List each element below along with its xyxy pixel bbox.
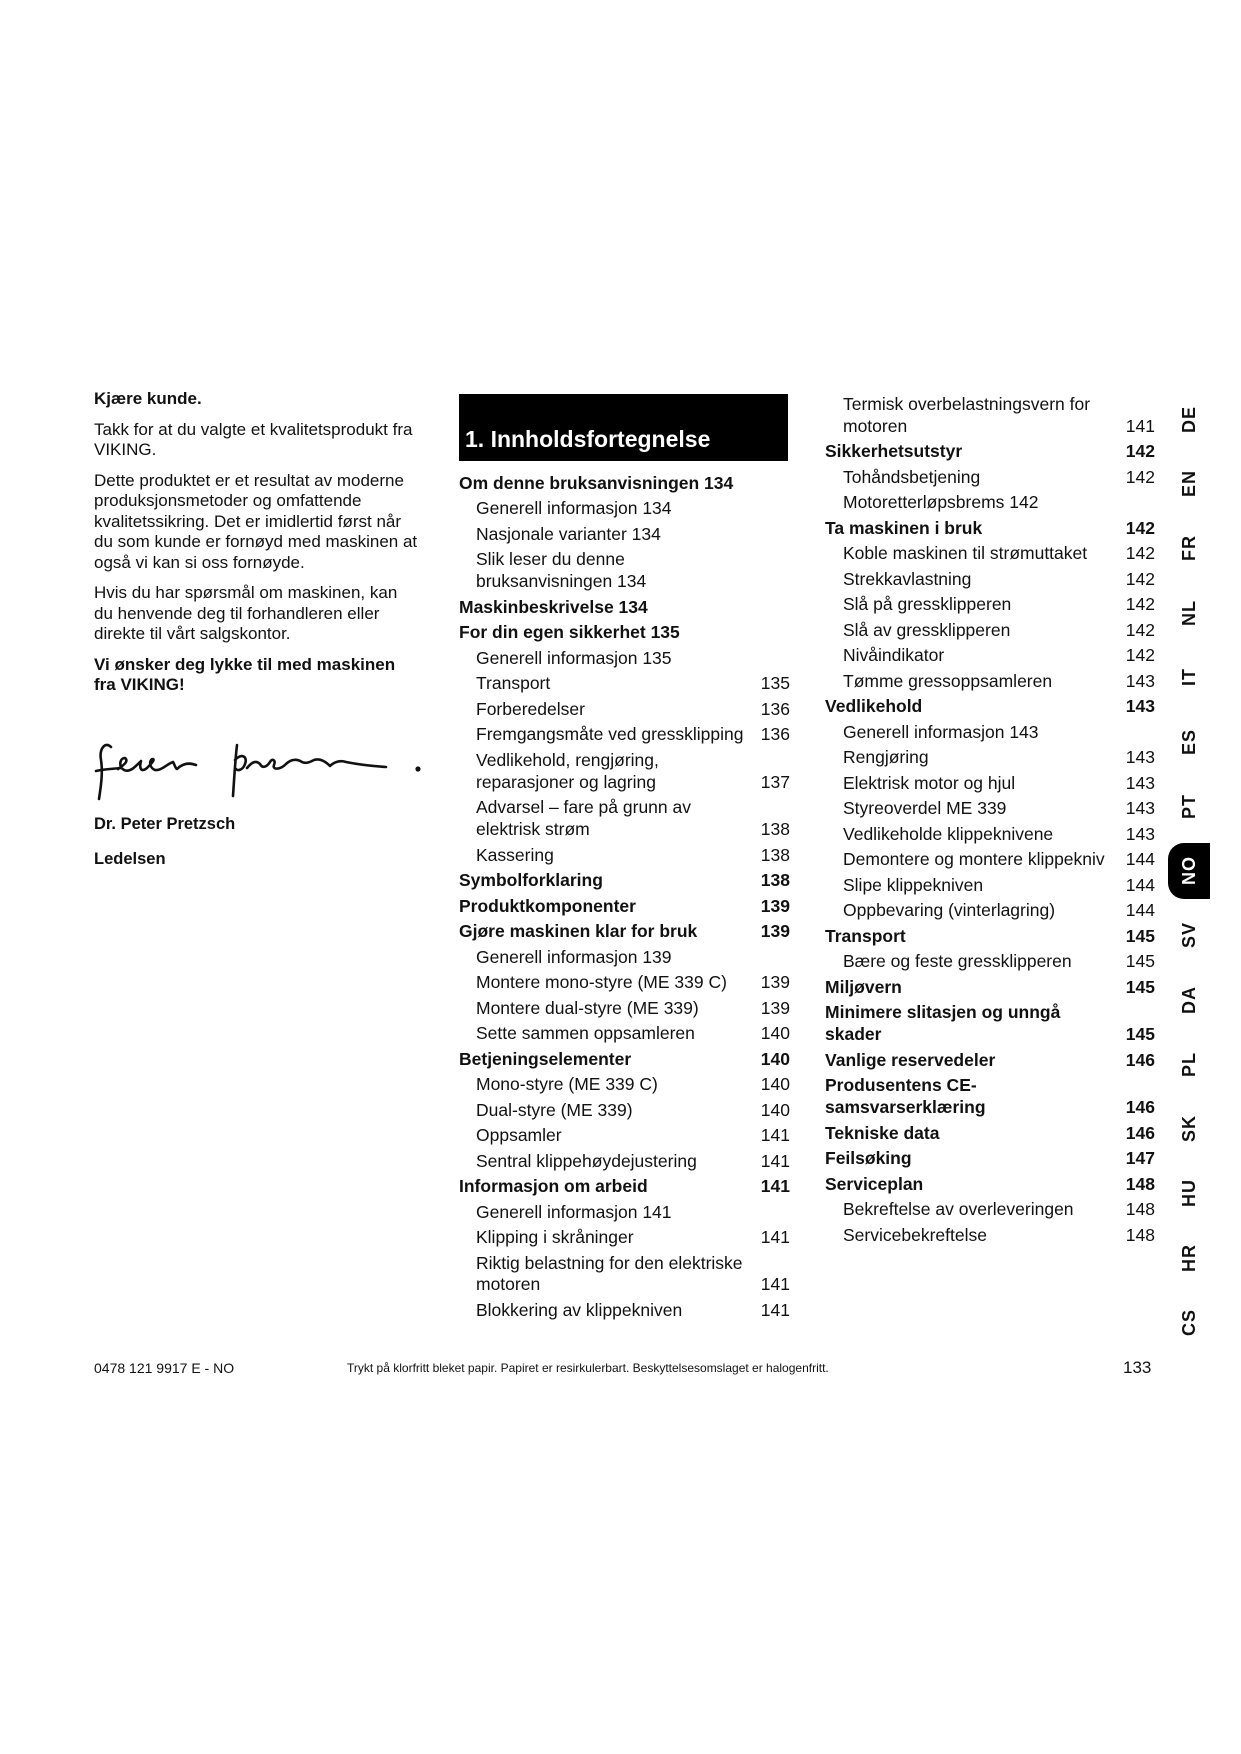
toc-entry-title: Sette sammen oppsamleren <box>476 1023 695 1044</box>
page-number: 133 <box>1123 1358 1152 1377</box>
toc-entry-page: 143 <box>1125 670 1155 691</box>
language-tab-pt <box>1168 774 1210 839</box>
toc-entry-title: Symbolforklaring <box>459 870 603 891</box>
language-tab-cs <box>1168 1290 1210 1355</box>
toc-subentry <box>825 1223 1155 1249</box>
language-code: DA <box>1179 985 1199 1014</box>
toc-entry-title: Maskinbeskrivelse 134 <box>459 596 648 617</box>
toc-entry-title: Om denne bruksanvisningen 134 <box>459 472 734 493</box>
signature-stroke <box>233 745 246 796</box>
language-code: SV <box>1179 922 1199 949</box>
toc-entry-page: 141 <box>1125 415 1155 436</box>
toc-entry-page: 139 <box>760 972 790 993</box>
toc-subentry <box>459 1072 790 1098</box>
toc-entry-title: Nivåindikator <box>843 645 945 666</box>
toc-entry-page: 142 <box>1125 543 1155 564</box>
toc-subentry <box>459 1123 790 1149</box>
toc-subentry <box>825 720 1155 746</box>
toc-subentry <box>825 898 1155 924</box>
toc-subentry <box>459 795 790 842</box>
toc-entry-title: For din egen sikkerhet 135 <box>459 622 680 643</box>
toc-entry-page: 141 <box>760 1150 790 1171</box>
toc-entry-title: Generell informasjon 141 <box>476 1201 672 1222</box>
toc-entry-title: Strekkavlastning <box>843 568 972 589</box>
toc-entry-title: Nasjonale varianter 134 <box>476 523 661 544</box>
toc-entry-page: 143 <box>1125 747 1155 768</box>
language-marker <box>1168 1294 1210 1350</box>
language-tab-de <box>1168 387 1210 452</box>
toc-subentry <box>825 643 1155 669</box>
language-marker <box>1168 585 1210 641</box>
toc-entry-page: 148 <box>1125 1224 1155 1245</box>
toc-subentry <box>459 1098 790 1124</box>
toc-entry-page: 138 <box>760 844 790 865</box>
toc-column-right <box>825 392 1155 1248</box>
toc-heading: 1. Innholdsfortegnelse <box>465 426 711 452</box>
toc-entry-title: Mono-styre (ME 339 C) <box>476 1074 658 1095</box>
toc-entry-title: Slå av gressklipperen <box>843 619 1011 640</box>
language-code: PL <box>1179 1051 1199 1077</box>
toc-entry-page: 145 <box>1125 1024 1155 1045</box>
toc-entry-page: 143 <box>1125 696 1155 717</box>
toc-entry-page: 137 <box>760 771 790 792</box>
closing-wish: Vi ønsker deg lykke til med maskinen fra VIKING! <box>94 654 396 694</box>
toc-entry-title: Produktkomponenter <box>459 895 636 916</box>
language-code: HU <box>1179 1179 1199 1208</box>
toc-subentry <box>459 646 790 672</box>
toc-entry-title: Oppsamler <box>476 1125 562 1146</box>
language-marker <box>1168 907 1210 963</box>
language-code: HR <box>1179 1243 1199 1272</box>
toc-entry-page: 142 <box>1125 466 1155 487</box>
toc-entry-page: 143 <box>1125 823 1155 844</box>
toc-subentry <box>825 1197 1155 1223</box>
language-code: DE <box>1179 405 1199 433</box>
toc-entry-title: Informasjon om arbeid <box>459 1176 648 1197</box>
language-marker <box>1168 649 1210 705</box>
toc-entry-page: 141 <box>760 1299 790 1320</box>
toc-entry-title: Slipe klippekniven <box>843 874 984 895</box>
toc-subentry <box>825 490 1155 516</box>
toc-subentry <box>459 1251 790 1298</box>
toc-entry-page: 136 <box>760 698 790 719</box>
language-code: EN <box>1179 470 1199 498</box>
signature-stroke <box>99 745 111 799</box>
toc-entry-page: 141 <box>760 1274 790 1295</box>
language-marker <box>1168 1036 1210 1092</box>
toc-subentry <box>825 541 1155 567</box>
toc-section-entry <box>459 1174 790 1200</box>
signature-stroke <box>247 759 386 768</box>
language-tab-no <box>1168 839 1210 904</box>
toc-entry-title: Riktig belastning for den elektriske motoren <box>476 1252 743 1295</box>
toc-entry-page: 141 <box>760 1227 790 1248</box>
toc-entry-page: 139 <box>760 921 790 942</box>
welcome-letter <box>94 389 449 696</box>
toc-entry-title: Tohåndsbetjening <box>843 466 981 487</box>
toc-entry-title: Blokkering av klippekniven <box>476 1299 683 1320</box>
letter-paragraph: Dette produktet er et resultat av moderne produksjonsmetoder og omfattende kvalitetssikring. Det er imidlertid først når du som kunde er fornøyd med maskinen at også vi kan si oss fornøyde. <box>94 470 418 572</box>
language-code: NO <box>1179 856 1199 886</box>
toc-entry-title: Kassering <box>476 844 554 865</box>
toc-section-entry <box>459 868 790 894</box>
toc-subentry <box>825 465 1155 491</box>
language-marker <box>1168 1165 1210 1221</box>
language-marker <box>1168 778 1210 834</box>
toc-subentry <box>825 392 1155 439</box>
toc-entry-title: Sikkerhetsutstyr <box>825 441 963 462</box>
toc-section-entry <box>825 1172 1155 1198</box>
toc-subentry <box>825 949 1155 975</box>
toc-entry-title: Tekniske data <box>825 1122 940 1143</box>
toc-entry-title: Produsentens CE- samsvarserklæring <box>825 1075 986 1118</box>
toc-subentry <box>459 1225 790 1251</box>
language-tab-hr <box>1168 1226 1210 1291</box>
toc-column-middle <box>459 471 790 1324</box>
toc-section-entry <box>825 924 1155 950</box>
toc-entry-title: Generell informasjon 135 <box>476 647 672 668</box>
toc-entry-page: 143 <box>1125 772 1155 793</box>
language-tab-es <box>1168 710 1210 775</box>
toc-section-entry <box>825 975 1155 1001</box>
toc-entry-title: Slå på gressklipperen <box>843 594 1012 615</box>
toc-entry-title: Montere mono-styre (ME 339 C) <box>476 972 727 993</box>
language-tab-en <box>1168 452 1210 517</box>
toc-entry-page: 142 <box>1125 645 1155 666</box>
toc-entry-page: 135 <box>760 673 790 694</box>
toc-entry-page: 142 <box>1125 619 1155 640</box>
active-language-marker <box>1168 843 1210 899</box>
toc-section-entry <box>825 1121 1155 1147</box>
language-code: NL <box>1179 599 1199 626</box>
toc-entry-title: Transport <box>476 673 551 694</box>
toc-entry-page: 146 <box>1125 1097 1155 1118</box>
toc-subentry <box>825 771 1155 797</box>
toc-entry-page: 140 <box>760 1099 790 1120</box>
toc-entry-title: Minimere slitasjen og unngå skader <box>825 1002 1061 1045</box>
toc-entry-title: Servicebekreftelse <box>843 1224 987 1245</box>
toc-section-entry <box>825 516 1155 542</box>
toc-section-entry <box>825 1000 1155 1047</box>
language-tab-sk <box>1168 1097 1210 1162</box>
toc-section-entry <box>825 694 1155 720</box>
toc-entry-title: Gjøre maskinen klar for bruk <box>459 921 698 942</box>
toc-subentry <box>825 796 1155 822</box>
toc-subentry <box>459 996 790 1022</box>
toc-subentry <box>459 671 790 697</box>
signer-name: Dr. Peter Pretzsch <box>94 815 236 833</box>
toc-subentry <box>459 970 790 996</box>
letter-paragraph: Takk for at du valgte et kvalitetsprodukt fra VIKING. <box>94 419 413 459</box>
toc-entry-title: Montere dual-styre (ME 339) <box>476 997 699 1018</box>
toc-entry-title: Vedlikehold, rengjøring, reparasjoner og lagring <box>476 749 659 792</box>
toc-subentry <box>825 592 1155 618</box>
toc-section-entry <box>825 1146 1155 1172</box>
toc-entry-page: 139 <box>760 997 790 1018</box>
toc-entry-page: 136 <box>760 724 790 745</box>
toc-entry-title: Slik leser du denne bruksanvisningen 134 <box>476 549 647 592</box>
toc-entry-title: Serviceplan <box>825 1173 924 1194</box>
toc-entry-page: 147 <box>1125 1148 1155 1169</box>
toc-subentry <box>459 1298 790 1324</box>
signer-title: Ledelsen <box>94 850 166 868</box>
language-code: PT <box>1179 793 1199 819</box>
toc-entry-page: 143 <box>1125 798 1155 819</box>
language-tab-pl <box>1168 1032 1210 1097</box>
toc-entry-title: Oppbevaring (vinterlagring) <box>843 900 1056 921</box>
language-tabs <box>1168 387 1210 1355</box>
language-code: FR <box>1179 535 1199 562</box>
toc-section-entry <box>459 919 790 945</box>
toc-entry-title: Ta maskinen i bruk <box>825 517 983 538</box>
toc-section-entry <box>459 1047 790 1073</box>
toc-entry-title: Vanlige reservedeler <box>825 1049 996 1070</box>
language-code: CS <box>1179 1308 1199 1336</box>
toc-entry-page: 138 <box>760 819 790 840</box>
toc-entry-page: 145 <box>1125 925 1155 946</box>
language-marker <box>1168 456 1210 512</box>
toc-subentry <box>459 548 790 595</box>
toc-entry-page: 142 <box>1125 441 1155 462</box>
paper-note: Trykt på klorfritt bleket papir. Papiret er resirkulerbart. Beskyttelsesomslaget er halogenfritt. <box>347 1361 829 1375</box>
toc-subentry <box>825 567 1155 593</box>
toc-entry-page: 145 <box>1125 976 1155 997</box>
toc-section-entry <box>825 1073 1155 1120</box>
toc-entry-page: 140 <box>760 1048 790 1069</box>
language-marker <box>1168 972 1210 1028</box>
toc-subentry <box>825 669 1155 695</box>
toc-entry-title: Elektrisk motor og hjul <box>843 772 1016 793</box>
toc-entry-title: Koble maskinen til strømuttaket <box>843 543 1088 564</box>
toc-entry-title: Sentral klippehøydejustering <box>476 1150 697 1171</box>
toc-subentry <box>459 1200 790 1226</box>
toc-entry-title: Fremgangsmåte ved gressklipping <box>476 724 744 745</box>
toc-entry-title: Styreoverdel ME 339 <box>843 798 1007 819</box>
toc-entry-page: 139 <box>760 895 790 916</box>
toc-section-entry <box>459 471 790 497</box>
toc-section-entry <box>825 439 1155 465</box>
toc-entry-page: 144 <box>1125 900 1155 921</box>
toc-subentry <box>459 1021 790 1047</box>
toc-entry-page: 144 <box>1125 849 1155 870</box>
toc-subentry <box>459 1149 790 1175</box>
toc-entry-title: Transport <box>825 925 906 946</box>
toc-subentry <box>459 722 790 748</box>
toc-entry-page: 146 <box>1125 1049 1155 1070</box>
toc-entry-title: Rengjøring <box>843 747 929 768</box>
language-marker <box>1168 1230 1210 1286</box>
toc-section-entry <box>459 595 790 621</box>
language-marker <box>1168 714 1210 770</box>
toc-entry-page: 145 <box>1125 951 1155 972</box>
language-tab-da <box>1168 968 1210 1033</box>
toc-entry-page: 142 <box>1125 517 1155 538</box>
language-marker <box>1168 1101 1210 1157</box>
toc-entry-title: Motoretterløpsbrems 142 <box>843 492 1039 513</box>
toc-entry-page: 138 <box>760 870 790 891</box>
signature-stroke <box>118 758 196 771</box>
language-code: SK <box>1179 1115 1199 1143</box>
language-code: IT <box>1179 668 1199 687</box>
language-tab-hu <box>1168 1161 1210 1226</box>
toc-section-entry <box>825 1048 1155 1074</box>
language-tab-nl <box>1168 581 1210 646</box>
toc-entry-page: 140 <box>760 1074 790 1095</box>
toc-entry-title: Generell informasjon 139 <box>476 946 672 967</box>
toc-entry-title: Forberedelser <box>476 698 585 719</box>
toc-entry-page: 141 <box>760 1125 790 1146</box>
toc-entry-title: Klipping i skråninger <box>476 1227 634 1248</box>
toc-subentry <box>459 843 790 869</box>
toc-entry-page: 140 <box>760 1023 790 1044</box>
toc-entry-title: Feilsøking <box>825 1148 912 1169</box>
toc-entry-page: 148 <box>1125 1173 1155 1194</box>
language-tab-fr <box>1168 516 1210 581</box>
toc-entry-title: Tømme gressoppsamleren <box>843 670 1053 691</box>
toc-entry-page: 144 <box>1125 874 1155 895</box>
signature-dot <box>415 766 420 771</box>
toc-subentry <box>825 618 1155 644</box>
toc-entry-title: Dual-styre (ME 339) <box>476 1099 633 1120</box>
toc-entry-title: Betjeningselementer <box>459 1048 632 1069</box>
toc-entry-page: 142 <box>1125 568 1155 589</box>
toc-entry-title: Bære og feste gressklipperen <box>843 951 1072 972</box>
language-marker <box>1168 520 1210 576</box>
greeting: Kjære kunde. <box>94 389 202 408</box>
toc-subentry <box>459 945 790 971</box>
toc-entry-page: 141 <box>760 1176 790 1197</box>
language-marker <box>1168 391 1210 447</box>
toc-entry-title: Generell informasjon 143 <box>843 721 1039 742</box>
language-tab-it <box>1168 645 1210 710</box>
toc-subentry <box>459 748 790 795</box>
toc-section-entry <box>459 894 790 920</box>
toc-entry-page: 148 <box>1125 1199 1155 1220</box>
toc-section-entry <box>459 620 790 646</box>
toc-entry-title: Advarsel – fare på grunn av elektrisk strøm <box>476 797 691 840</box>
toc-entry-title: Demontere og montere klippekniv <box>843 849 1105 870</box>
language-code: ES <box>1179 728 1199 755</box>
toc-subentry <box>825 847 1155 873</box>
toc-subentry <box>459 697 790 723</box>
toc-entry-page: 146 <box>1125 1122 1155 1143</box>
document-number: 0478 121 9917 E - NO <box>94 1360 235 1376</box>
toc-entry-title: Miljøvern <box>825 976 902 997</box>
toc-subentry <box>459 522 790 548</box>
toc-entry-title: Generell informasjon 134 <box>476 498 672 519</box>
toc-entry-title: Termisk overbelastningsvern for motoren <box>843 393 1091 436</box>
toc-entry-title: Vedlikehold <box>825 696 923 717</box>
toc-entry-title: Bekreftelse av overleveringen <box>843 1199 1074 1220</box>
toc-entry-title: Vedlikeholde klippeknivene <box>843 823 1054 844</box>
toc-subentry <box>825 745 1155 771</box>
toc-subentry <box>825 822 1155 848</box>
toc-subentry <box>825 873 1155 899</box>
letter-paragraph: Hvis du har spørsmål om maskinen, kan du henvende deg til forhandleren eller direkte til vårt salgskontor. <box>94 583 398 643</box>
toc-heading-box <box>459 394 788 461</box>
signature <box>94 738 428 804</box>
toc-subentry <box>459 497 790 523</box>
toc-entry-page: 142 <box>1125 594 1155 615</box>
language-tab-sv <box>1168 903 1210 968</box>
